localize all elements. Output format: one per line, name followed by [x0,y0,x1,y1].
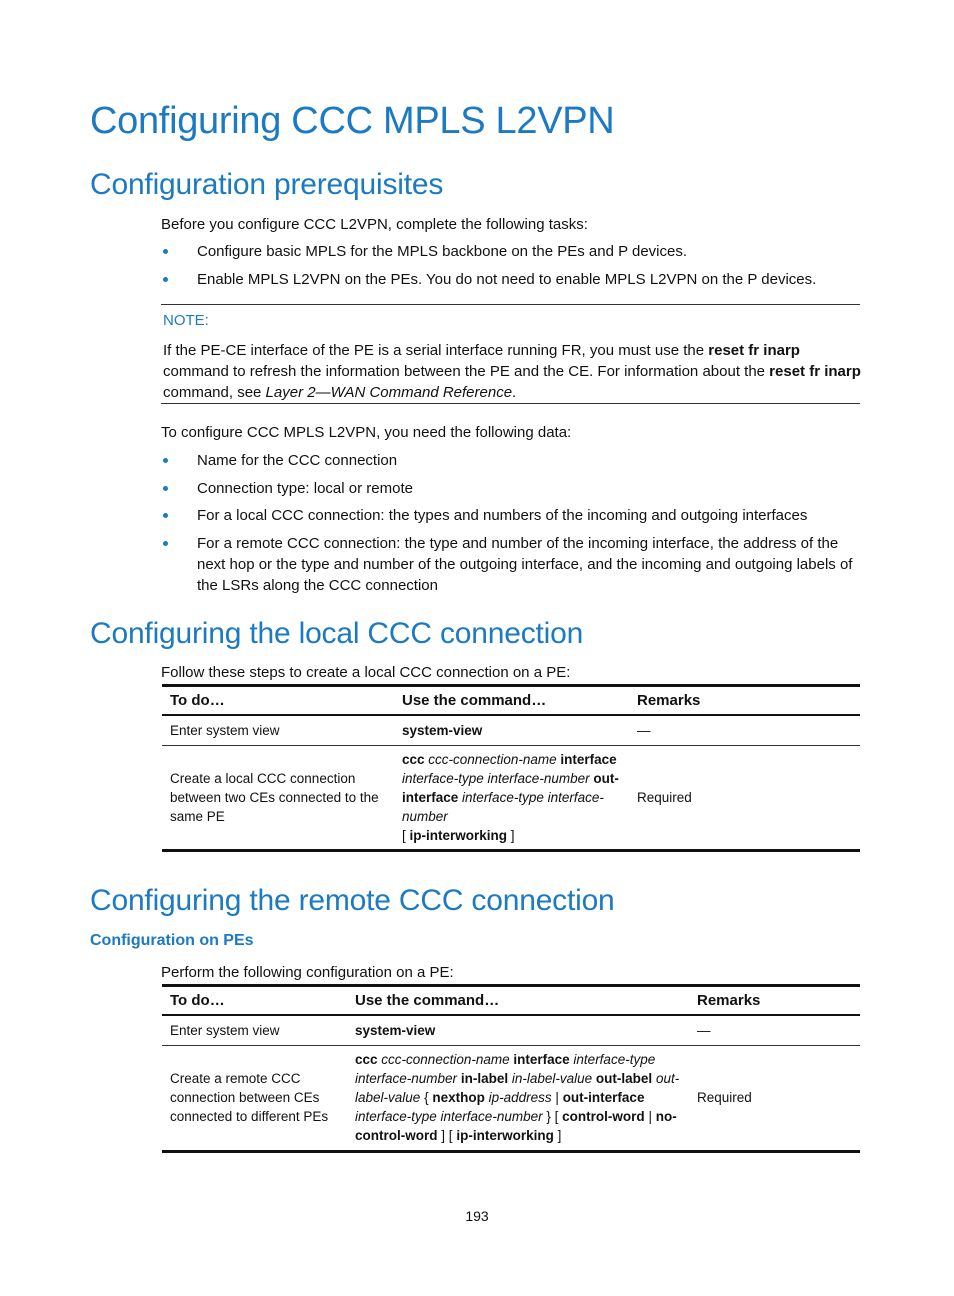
note-box [161,304,860,404]
cell-todo: Enter system view [170,1022,280,1038]
bullet-icon [163,513,168,518]
cell-remarks: Required [697,1090,752,1105]
table-header-row [162,686,860,716]
list-item: For a remote CCC connection: the type and number of the incoming interface, the address of the next hop or the type and number of the outgoing interface, and the incoming and outgoing labels of the LSRs along the CCC connection [161,533,867,596]
remote-ccc-table [162,984,860,1153]
command-keyword: reset fr inarp [708,342,800,359]
bullet-icon [163,277,168,282]
column-header-todo: To do… [170,992,225,1009]
cell-command: system-view [402,722,483,738]
data-list [161,450,867,602]
table-header-row [162,986,860,1016]
subsection-heading-pes: Configuration on PEs [90,932,254,949]
column-header-remarks: Remarks [637,692,701,709]
column-header-remarks: Remarks [697,992,761,1009]
list-item: Name for the CCC connection [161,450,867,471]
list-item: Enable MPLS L2VPN on the PEs. You do not need to enable MPLS L2VPN on the P devices. [161,269,866,290]
section-heading-remote-ccc: Configuring the remote CCC connection [90,884,615,917]
cell-remarks: Required [637,789,692,805]
column-header-command: Use the command… [402,692,547,709]
local-ccc-table [162,684,860,852]
cell-command: system-view [355,1022,436,1038]
list-item: For a local CCC connection: the types and numbers of the incoming and outgoing interfaces [161,505,867,526]
table-row [162,1045,860,1151]
remote-intro: Perform the following configuration on a PE: [161,964,454,981]
column-header-command: Use the command… [355,992,500,1009]
list-item: Connection type: local or remote [161,478,867,499]
data-intro: To configure CCC MPLS L2VPN, you need the following data: [161,424,572,441]
note-text: If the PE-CE interface of the PE is a serial interface running FR, you must use the reset fr inarp command to refresh the information between the PE and the CE. For information about the reset fr inarp command, see Layer 2—WAN Command Reference. [163,342,861,401]
bullet-icon [163,541,168,546]
page-title: Configuring CCC MPLS L2VPN [90,100,615,142]
page-number: 193 [465,1208,489,1224]
bullet-icon [163,458,168,463]
reference-link-text: Layer 2—WAN Command Reference [265,384,513,401]
command-keyword: reset fr inarp [769,363,861,380]
table-row [162,715,860,745]
local-intro: Follow these steps to create a local CCC connection on a PE: [161,664,571,681]
table-row [162,1015,860,1045]
section-heading-local-ccc: Configuring the local CCC connection [90,617,584,650]
list-item: Configure basic MPLS for the MPLS backbone on the PEs and P devices. [161,241,866,262]
task-list [161,241,866,296]
section-heading-prerequisites: Configuration prerequisites [90,168,444,201]
column-header-todo: To do… [170,692,225,709]
cell-todo: Create a local CCC connection between two CEs connected to the same PE [170,770,379,824]
cell-command: ccc ccc-connection-name interface interface-type interface-number out-interface interface-type interface-number [ ip-interworking ] [402,751,619,843]
cell-remarks: — [697,1022,711,1038]
prereq-intro: Before you configure CCC L2VPN, complete the following tasks: [161,216,588,233]
bullet-icon [163,486,168,491]
table-row [162,745,860,850]
bullet-icon [163,249,168,254]
note-label: NOTE: [163,312,209,329]
cell-command: ccc ccc-connection-name interface interface-type interface-number in-label in-label-value out-label out-label-value { nexthop ip-address | out-interface interface-type interface-number } [ control-word | no-control-word ] [ ip-interworking ] [355,1052,680,1143]
cell-todo: Create a remote CCC connection between CEs connected to different PEs [170,1071,329,1124]
cell-remarks: — [637,722,651,738]
cell-todo: Enter system view [170,722,280,738]
